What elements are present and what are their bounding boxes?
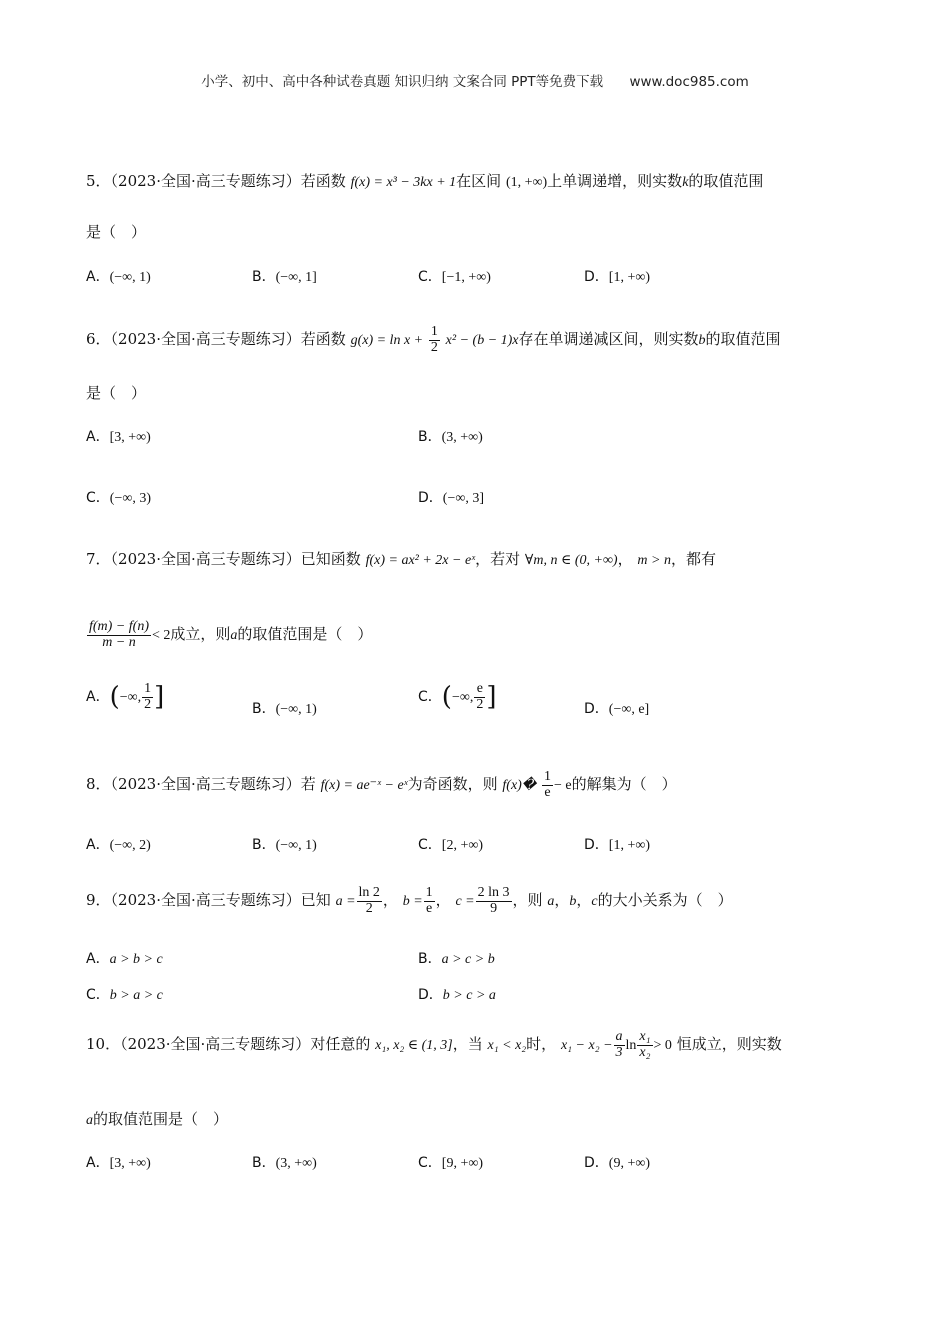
formula: f(x) = x³ − 3kx + 1 [350, 175, 457, 190]
formula: ∀m, n ∈ (0, +∞) [524, 553, 618, 568]
header-site-link[interactable]: www.doc985.com [629, 74, 749, 90]
question-6-stem: 6．（2023·全国·高三专题练习）若函数 g(x) = ln x + $\frac{1}{2}$ x² − (b − 1)x存在单调递减区间，则实数b的取值范围 [86, 324, 781, 355]
option-b[interactable]: B．(−∞, 1) [252, 837, 317, 853]
formula: x₁, x₂ ∈ (1, 3] [375, 1038, 453, 1054]
option-d[interactable]: D．(9, +∞) [584, 1155, 650, 1171]
option-d[interactable]: D．(−∞, 3] [418, 490, 484, 506]
option-a[interactable]: A．(−∞, $\frac{1}{2}$ ] [86, 681, 165, 713]
header-text: 小学、初中、高中各种试卷真题 知识归纳 文案合同 PPT等免费下载 [201, 74, 604, 90]
option-a[interactable]: A．(−∞, 2) [86, 837, 151, 853]
question-5-stem-line2: 是（ ） [86, 223, 147, 241]
fraction: $\frac{2 \ln 3}{9}$ [477, 885, 510, 916]
formula: g(x) = ln x + [350, 333, 424, 349]
fraction: $\frac{\ln 2}{2}$ [358, 885, 380, 916]
question-source: （2023·全国·高三专题练习） [110, 330, 301, 349]
question-number: 5． [86, 172, 111, 190]
option-a[interactable]: A．(−∞, 1) [86, 269, 151, 285]
question-6-stem-line2: 是（ ） [86, 384, 147, 402]
fraction: $\frac{e}{2}$ [476, 681, 484, 712]
fraction: $\frac{\text{x₁}}{\text{x₂}}$ [639, 1029, 651, 1060]
option-c[interactable]: C．(−∞, $\frac{e}{2}$ ] [418, 681, 497, 713]
option-b[interactable]: B．(−∞, 1] [252, 269, 317, 285]
fraction: $\frac{a}{3}$ [615, 1029, 623, 1060]
formula: (1, +∞) [505, 175, 548, 190]
option-d[interactable]: D．b > c > a [418, 987, 496, 1003]
formula: m > n [637, 553, 671, 568]
formula: f(x) = ae⁻ˣ − eˣ [320, 778, 408, 794]
option-a[interactable]: A．[3, +∞) [86, 1155, 151, 1171]
option-b[interactable]: B．(3, +∞) [418, 429, 483, 445]
formula: f(x)� [502, 778, 537, 794]
question-number: 10． [86, 1035, 121, 1054]
question-9-stem: 9．（2023·全国·高三专题练习）已知 a = $\frac{\ln 2}{2}$ ， b = $\frac{1}{e}$ ， c = $\frac{2 \ln 3}{9}$ ，则 a，b，c的大小关系为（ ） [86, 885, 733, 916]
option-c[interactable]: C．b > a > c [86, 987, 163, 1003]
formula: f(x) = ax² + 2x − eˣ [365, 553, 476, 568]
option-d[interactable]: D．[1, +∞) [584, 837, 650, 853]
option-d[interactable]: D．[1, +∞) [584, 269, 650, 285]
formula: x₁ − x₂ − [560, 1038, 613, 1054]
fraction: $\frac{1}{e}$ [543, 769, 551, 800]
question-8-stem: 8．（2023·全国·高三专题练习）若 f(x) = ae⁻ˣ − eˣ为奇函数，则 f(x)� $\frac{1}{e}$ − e的解集为（ ） [86, 769, 677, 800]
formula: x² − (b − 1)x [445, 333, 519, 349]
question-source: （2023·全国·高三专题练习） [110, 775, 301, 794]
option-c[interactable]: C．[2, +∞) [418, 837, 483, 853]
option-c[interactable]: C．(−∞, 3) [86, 490, 151, 506]
question-source: （2023·全国·高三专题练习） [110, 891, 301, 910]
option-b[interactable]: B．(−∞, 1) [252, 701, 317, 717]
question-7-stem: 7．（2023·全国·高三专题练习）已知函数 f(x) = ax² + 2x − eˣ，若对 ∀m, n ∈ (0, +∞)， m > n，都有 [86, 550, 716, 568]
question-source: （2023·全国·高三专题练习） [110, 172, 301, 190]
option-a[interactable]: A．a > b > c [86, 951, 163, 967]
question-7-stem-line2: $\frac{f(m) - f(n)}{m - n}$ < 2成立，则a的取值范围是（ ） [89, 619, 373, 650]
option-b[interactable]: B．(3, +∞) [252, 1155, 317, 1171]
question-number: 9． [86, 891, 111, 910]
question-number: 8． [86, 775, 111, 794]
option-a[interactable]: A．[3, +∞) [86, 429, 151, 445]
question-number: 6． [86, 330, 111, 349]
fraction: $\frac{1}{e}$ [425, 885, 433, 916]
question-5-stem: 5．（2023·全国·高三专题练习）若函数 f(x) = x³ − 3kx + 1在区间 (1, +∞)上单调递增，则实数k的取值范围 [86, 172, 764, 190]
option-c[interactable]: C．[−1, +∞) [418, 269, 491, 285]
question-source: （2023·全国·高三专题练习） [120, 1035, 311, 1054]
option-d[interactable]: D．(−∞, e] [584, 701, 650, 717]
question-source: （2023·全国·高三专题练习） [110, 550, 301, 568]
option-c[interactable]: C．[9, +∞) [418, 1155, 483, 1171]
option-b[interactable]: B．a > c > b [418, 951, 495, 967]
question-10-stem: 10．（2023·全国·高三专题练习）对任意的 x₁, x₂ ∈ (1, 3]，当 x₁ < x₂时， x₁ − x₂ − $\frac{a}{3}$ ln $\frac{\text{x₁}}{\text{x₂}}$ > 0 恒成立，则实数 [86, 1029, 782, 1060]
page-header [0, 70, 950, 90]
fraction: $\frac{1}{2}$ [430, 324, 438, 355]
fraction: $\frac{f(m) - f(n)}{m - n}$ [89, 619, 149, 650]
question-10-stem-line2: a的取值范围是（ ） [86, 1110, 229, 1128]
fraction: $\frac{1}{2}$ [144, 681, 152, 712]
question-number: 7． [86, 550, 111, 568]
formula: x₁ < x₂ [487, 1038, 527, 1054]
